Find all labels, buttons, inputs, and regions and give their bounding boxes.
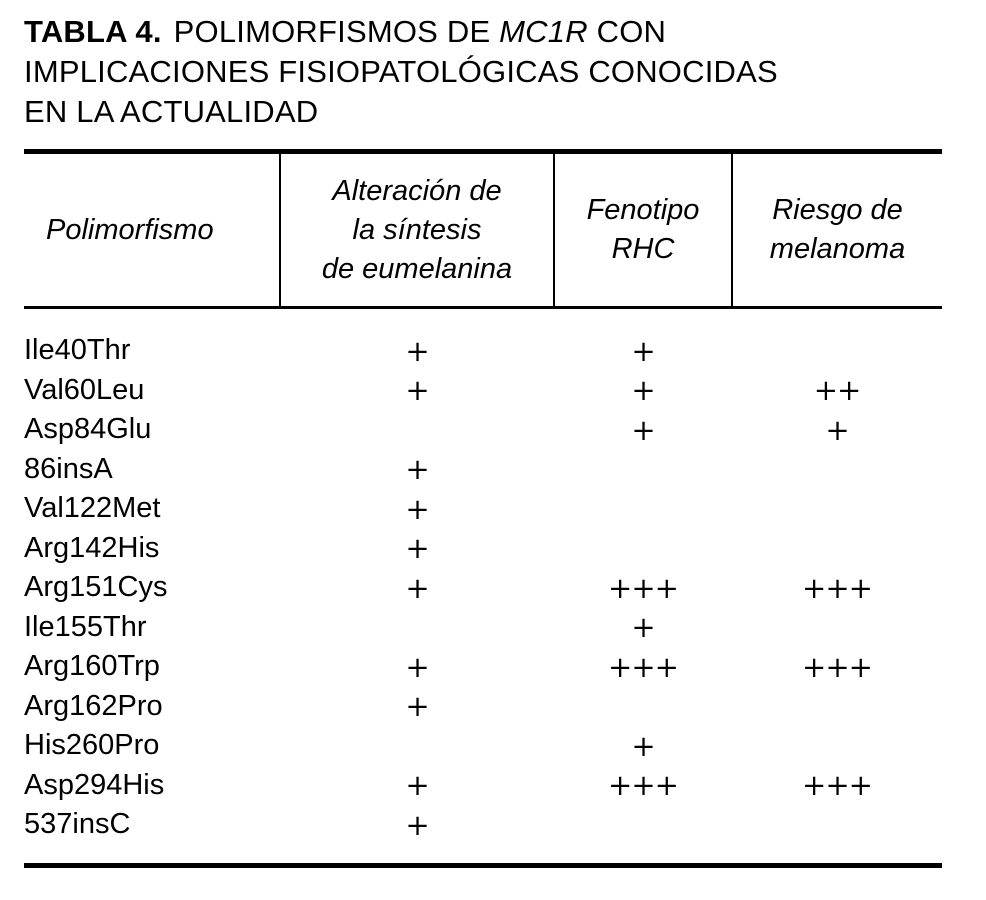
fenotipo-cell: + (631, 412, 655, 447)
alteracion-cell: + (405, 689, 429, 724)
fenotipo-cell: + (631, 610, 655, 645)
table-row (24, 568, 942, 608)
alteracion-cell: + (405, 452, 429, 487)
header-fenotipo (554, 152, 732, 308)
alteracion-cell: + (405, 333, 429, 368)
header-fenotipo-line2: RHC (611, 233, 675, 265)
header-riesgo (732, 152, 942, 308)
fenotipo-cell: + (631, 728, 655, 763)
riesgo-cell: +++ (802, 570, 872, 605)
caption-line2: IMPLICACIONES FISIOPATOLÓGICAS CONOCIDAS (24, 54, 778, 89)
riesgo-cell (732, 608, 942, 648)
table-row (24, 766, 942, 806)
fenotipo-cell: + (631, 333, 655, 368)
riesgo-cell (732, 687, 942, 727)
caption-line1-after: CON (587, 14, 667, 49)
table-header-row (24, 152, 942, 308)
fenotipo-cell: +++ (608, 570, 678, 605)
alteracion-cell: + (405, 649, 429, 684)
table-row (24, 726, 942, 766)
header-alteracion-line2: la síntesis (352, 213, 482, 246)
header-riesgo-line2: melanoma (769, 233, 906, 265)
riesgo-cell: ++ (813, 373, 861, 408)
table-row (24, 489, 942, 529)
fenotipo-cell (554, 805, 732, 845)
polymorphism-name-cell: Val60Leu (24, 373, 145, 406)
riesgo-cell (732, 450, 942, 490)
table-row (24, 450, 942, 490)
table-bottom-rule (24, 863, 942, 868)
header-alteracion-line1: Alteración de (332, 174, 502, 207)
header-alteracion (280, 152, 554, 308)
table-row (24, 410, 942, 450)
polymorphism-name-cell: Val122Met (24, 492, 161, 525)
table-row (24, 647, 942, 687)
alteracion-cell: + (405, 807, 429, 842)
fenotipo-cell: + (631, 373, 655, 408)
alteracion-cell: + (405, 491, 429, 526)
riesgo-cell (732, 726, 942, 766)
polymorphism-name-cell: Ile40Thr (24, 334, 131, 367)
polymorphism-name-cell: Arg160Trp (24, 650, 160, 683)
table-row (24, 529, 942, 569)
table-row (24, 331, 942, 371)
riesgo-cell: + (825, 412, 849, 447)
fenotipo-cell (554, 489, 732, 529)
riesgo-cell (732, 489, 942, 529)
alteracion-cell: + (405, 373, 429, 408)
polymorphism-name-cell: Arg151Cys (24, 571, 168, 604)
caption-gene-name: MC1R (499, 14, 588, 49)
polymorphism-name-cell: Arg162Pro (24, 689, 163, 722)
header-alteracion-line3: de eumelanina (321, 252, 513, 285)
polymorphism-name-cell: Ile155Thr (24, 610, 147, 643)
fenotipo-cell (554, 450, 732, 490)
header-riesgo-line1: Riesgo de (772, 194, 903, 226)
fenotipo-cell (554, 687, 732, 727)
polymorphism-name-cell: Arg142His (24, 531, 160, 564)
header-polimorfismo: Polimorfismo (24, 152, 280, 308)
header-fenotipo-line1: Fenotipo (586, 194, 700, 226)
polymorphism-name-cell: Asp84Glu (24, 413, 152, 446)
table-row (24, 805, 942, 845)
alteracion-cell (280, 410, 554, 450)
alteracion-cell (280, 608, 554, 648)
riesgo-cell (732, 529, 942, 569)
alteracion-cell (280, 726, 554, 766)
alteracion-cell: + (405, 531, 429, 566)
alteracion-cell: + (405, 570, 429, 605)
polymorphism-name-cell: 86insA (24, 452, 113, 485)
document-page (24, 12, 944, 842)
table-caption (24, 12, 944, 132)
caption-line3: EN LA ACTUALIDAD (24, 94, 319, 129)
table-label: TABLA 4. (24, 14, 162, 49)
polymorphism-table (24, 149, 942, 863)
riesgo-cell: +++ (802, 649, 872, 684)
table-row (24, 371, 942, 411)
table-row (24, 608, 942, 648)
fenotipo-cell (554, 529, 732, 569)
fenotipo-cell: +++ (608, 649, 678, 684)
caption-line1-before: POLIMORFISMOS DE (173, 14, 500, 49)
polymorphism-name-cell: Asp294His (24, 768, 165, 801)
alteracion-cell: + (405, 768, 429, 803)
fenotipo-cell: +++ (608, 768, 678, 803)
polymorphism-name-cell: 537insC (24, 808, 131, 841)
riesgo-cell (732, 331, 942, 371)
table-body (24, 308, 942, 863)
riesgo-cell: +++ (802, 768, 872, 803)
riesgo-cell (732, 805, 942, 845)
table-row (24, 687, 942, 727)
polymorphism-name-cell: His260Pro (24, 729, 160, 762)
